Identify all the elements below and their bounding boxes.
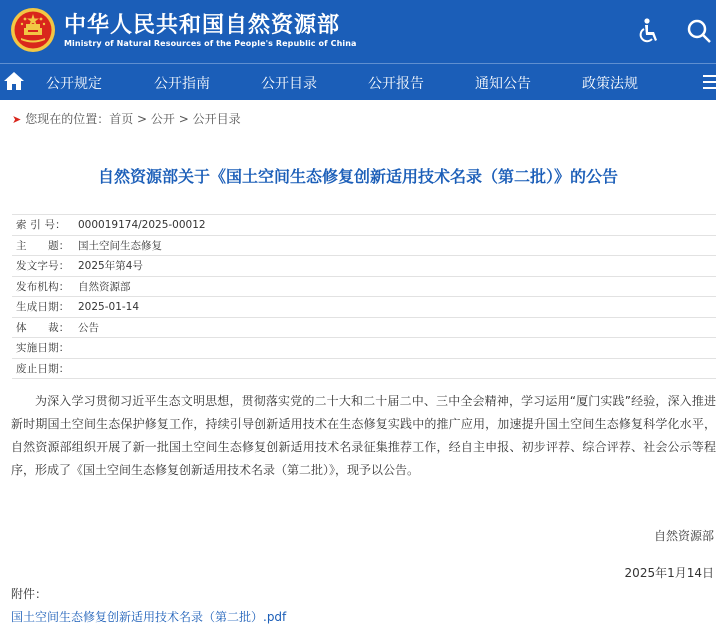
document-body: 为深入学习贯彻习近平生态文明思想，贯彻落实党的二十大和二十届二中、三中全会精神，学习运用“厦门实践”经验，深入推进新时期国土空间生态保护修复工作，持续引导创新适用技术在生态修复实践中的推广应用，加速提升国土空间生态修复科学化水平，自然资源部组织开展了新一批国土空间生态修复创新适用技术名录征集推荐工作，经自主申报、初步评荐、综合评荐、社会公示等程序，形成了《国土空间生态修复创新适用技术名录（第二批）》，现予以公告。: [11, 394, 716, 477]
meta-label: 生成日期：: [16, 301, 70, 314]
meta-label: 主 题：: [16, 239, 70, 252]
accessibility-icon[interactable]: [636, 18, 660, 44]
site-header: [0, 0, 716, 63]
meta-value: 公告: [78, 321, 99, 334]
breadcrumb-path[interactable]: 首页 > 公开 > 公开目录: [109, 112, 241, 126]
meta-row-subject: [12, 236, 716, 257]
home-icon[interactable]: [3, 71, 25, 91]
meta-label: 体 裁：: [16, 321, 70, 334]
breadcrumb-prefix: 您现在的位置：: [25, 112, 110, 126]
location-pin-icon: ➤: [12, 113, 22, 126]
meta-label: 发文字号：: [16, 260, 70, 273]
main-nav: [0, 64, 716, 100]
nav-item-disclosure-guide[interactable]: 公开指南: [154, 76, 210, 92]
signature-date: 2025年1月14日: [624, 566, 714, 580]
meta-value: 2025-01-14: [78, 300, 140, 313]
meta-row-created-date: [12, 297, 716, 318]
nav-item-notices[interactable]: 通知公告: [475, 76, 531, 92]
site-title-english: Ministry of Natural Resources of the People's Republic of China: [64, 39, 357, 48]
meta-label: 发布机构：: [16, 280, 70, 293]
national-emblem[interactable]: [10, 7, 56, 53]
meta-value: 自然资源部: [78, 280, 131, 293]
nav-item-disclosure-report[interactable]: 公开报告: [368, 76, 424, 92]
attachment-link[interactable]: 国土空间生态修复创新适用技术名录（第二批）.pdf: [11, 610, 287, 624]
meta-value: 2025年第4号: [78, 260, 143, 273]
meta-row-effective-date: [12, 338, 716, 359]
signature-organization: 自然资源部: [653, 529, 714, 543]
metadata-table: [12, 214, 716, 379]
document-title: 自然资源部关于《国土空间生态修复创新适用技术名录（第二批）》的公告: [97, 167, 618, 186]
nav-item-disclosure-rules[interactable]: 公开规定: [46, 76, 102, 92]
nav-item-disclosure-catalog[interactable]: 公开目录: [261, 76, 317, 92]
meta-row-expiry-date: [12, 359, 716, 380]
nav-item-policies[interactable]: 政策法规: [582, 76, 638, 92]
meta-value: 000019174/2025-00012: [78, 218, 206, 231]
site-title[interactable]: 中华人民共和国自然资源部: [64, 13, 341, 38]
meta-value: 国土空间生态修复: [78, 239, 162, 252]
meta-label: 实施日期：: [16, 342, 70, 355]
menu-icon[interactable]: [703, 72, 716, 92]
attachment-label: 附件：: [11, 587, 48, 601]
meta-label: 废止日期：: [16, 362, 70, 375]
breadcrumb: [12, 110, 241, 127]
meta-row-genre: [12, 318, 716, 339]
meta-label: 索 引 号：: [16, 219, 66, 232]
meta-row-document-number: [12, 256, 716, 277]
meta-row-publisher: [12, 277, 716, 298]
meta-row-index-number: [12, 215, 716, 236]
search-icon[interactable]: [685, 17, 716, 45]
